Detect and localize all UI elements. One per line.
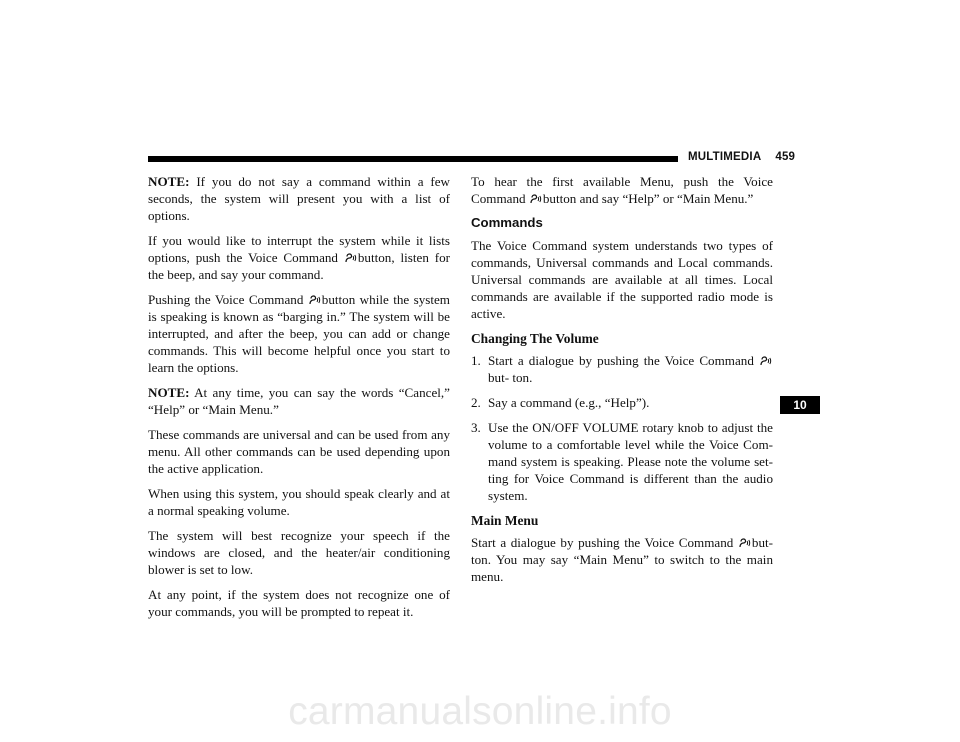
note-text: If you do not say a command within a few seconds, the system will present you with a list of options. [148,174,450,223]
step-text: Use the ON/OFF VOLUME rotary knob to adjust the volume to a comfortable level while the Voice Com- mand system is speaking. Please note the volume set- ting for Voice Command is different than the audio system. [488,420,773,503]
note-no-command [148,173,450,224]
note-label: NOTE: [148,385,190,400]
right-column [471,173,773,593]
list-item [471,419,773,504]
step-number: 2. [471,395,481,410]
heading-changing-volume: Changing The Volume [471,331,599,346]
page-number: 459 [775,151,796,163]
paragraph-text: button, listen for the beep, and say your command. [148,250,451,282]
paragraph-interrupt [148,232,450,283]
step-text: Say a command (e.g., “Help”). [488,395,650,410]
heading-commands: Commands [471,215,543,230]
step-number: 3. [471,420,481,435]
paragraph-barging-in [148,291,450,376]
heading-main-menu: Main Menu [471,513,539,528]
section-title: MULTIMEDIA [688,151,762,163]
paragraph-commands: The Voice Command system understands two types of commands, Universal commands and Local commands. Universal commands are available at all times. Local commands are available if the supported radio mode is active. [471,238,773,321]
paragraph-text: button and say “Help” or “Main Menu.” [542,191,754,206]
paragraph-repeat: At any point, if the system does not recognize one of your commands, you will be prompted to repeat it. [148,587,450,619]
voice-command-icon [309,295,321,305]
paragraph-speak-clearly: When using this system, you should speak clearly and at a normal speaking volume. [148,486,450,518]
note-label: NOTE: [148,174,190,189]
step-text: but- ton. [488,370,533,385]
list-item [471,352,773,386]
note-cancel-help [148,384,450,418]
header-rule [148,156,678,162]
voice-command-icon [760,356,772,366]
step-text: Start a dialogue by pushing the Voice Command [488,353,759,368]
chapter-tab: 10 [780,396,820,414]
note-text: At any time, you can say the words “Cancel,” “Help” or “Main Menu.” [148,385,450,417]
paragraph-text: Start a dialogue by pushing the Voice Command [471,535,738,550]
paragraph-text: To hear the first available Menu, push the Voice Command [471,174,773,206]
running-header [688,151,795,163]
paragraph-windows: The system will best recognize your speech if the windows are closed, and the heater/air conditioning blower is set to low. [148,528,450,577]
paragraph-universal: These commands are universal and can be used from any menu. All other commands can be used depending upon the active application. [148,427,450,476]
voice-command-icon [530,194,542,204]
paragraph-main-menu [471,534,773,585]
paragraph-text: button while the system is speaking is known as “barging in.” The system will be interrupted, and after the beep, you can add or change commands. This will become helpful once you start to learn the options. [148,292,450,375]
paragraph-first-menu [471,173,773,207]
voice-command-icon [345,253,357,263]
paragraph-text: Pushing the Voice Command [148,292,308,307]
volume-steps [471,352,773,504]
watermark: carmanualsonline.info [288,690,672,733]
paragraph-text: but- ton. You may say “Main Menu” to switch to the main menu. [471,535,773,584]
voice-command-icon [739,538,751,548]
step-number: 1. [471,353,481,368]
paragraph-text: If you would like to interrupt the system while it lists options, push the Voice Command [148,233,450,265]
list-item [471,394,773,411]
left-column [148,173,450,628]
